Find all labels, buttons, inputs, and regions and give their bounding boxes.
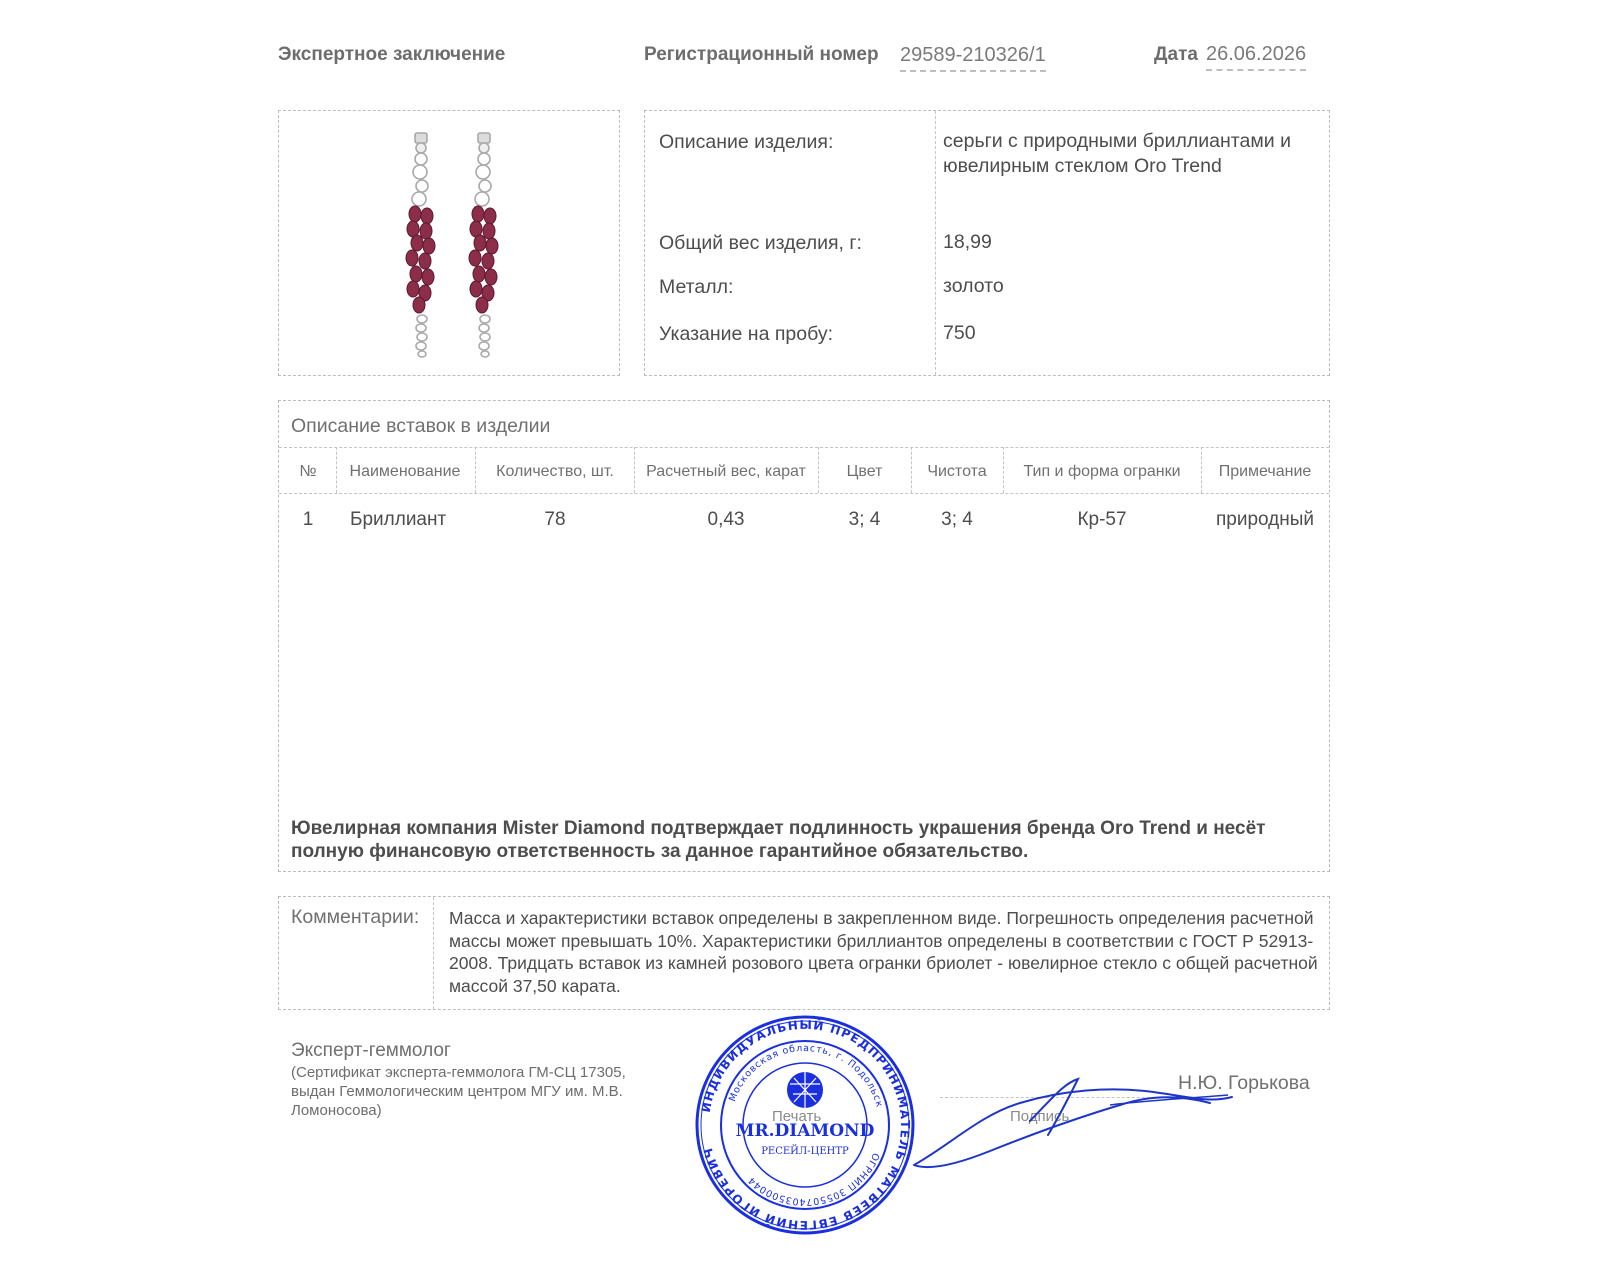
info-column-divider bbox=[935, 111, 936, 375]
cell-cut: Кр-57 bbox=[1077, 509, 1127, 530]
table-header-top-line bbox=[279, 447, 1329, 448]
stamp-label: Печать bbox=[772, 1108, 822, 1125]
product-info-box bbox=[644, 110, 1330, 376]
cell-color: 3; 4 bbox=[848, 509, 881, 530]
table-header-bottom-line bbox=[279, 493, 1329, 494]
document-title: Экспертное заключение bbox=[278, 44, 506, 65]
date-value: 26.06.2026 bbox=[1206, 43, 1306, 71]
reg-number-label: Регистрационный номер bbox=[644, 44, 879, 65]
col-header-number: № bbox=[299, 463, 317, 480]
svg-text:ИНДИВИДУАЛЬНЫЙ ПРЕДПРИНИМАТЕЛЬ: ИНДИВИДУАЛЬНЫЙ ПРЕДПРИНИМАТЕЛЬ МАТВЕЕВ ЕВГЕНИЙ ИГОРЕВИЧ bbox=[698, 1017, 913, 1233]
svg-text:MR.DIAMOND: MR.DIAMOND bbox=[735, 1121, 875, 1141]
company-seal-icon bbox=[694, 1014, 916, 1236]
metal-value: золото bbox=[943, 275, 1004, 297]
cell-note: природный bbox=[1215, 509, 1315, 530]
cell-number: 1 bbox=[302, 509, 314, 530]
col-header-quantity: Количество, шт. bbox=[496, 463, 614, 480]
col-header-color: Цвет bbox=[846, 463, 883, 480]
comments-text: Масса и характеристики вставок определены в закрепленном виде. Погрешность определения расчетной массы может превышать 10%. Характеристики бриллиантов определены в соответствии с ГОСТ Р 52913-2008. Тридцать вставок из камней розового цвета огранки бриолет - ювелирное стекло с общей расчетной массой 37,50 карата. bbox=[449, 908, 1318, 996]
cell-clarity: 3; 4 bbox=[941, 509, 973, 530]
svg-text:РЕСЕЙЛ-ЦЕНТР: РЕСЕЙЛ-ЦЕНТР bbox=[761, 1146, 849, 1157]
cell-quantity: 78 bbox=[544, 509, 566, 530]
cell-weight: 0,43 bbox=[707, 509, 745, 530]
comments-label: Комментарии: bbox=[291, 906, 420, 928]
comments-divider bbox=[433, 897, 434, 1009]
col-header-name: Наименование bbox=[349, 463, 461, 480]
col-header-clarity: Чистота bbox=[927, 463, 987, 480]
expert-certificate: (Сертификат эксперта-геммолога ГМ-СЦ 17305, выдан Геммологическим центром МГУ им. М.В. Ломоносова) bbox=[291, 1064, 626, 1119]
metal-label: Металл: bbox=[659, 276, 734, 298]
inserts-title: Описание вставок в изделии bbox=[291, 415, 551, 437]
col-header-note: Примечание bbox=[1218, 463, 1312, 480]
guarantee-statement: Ювелирная компания Mister Diamond подтверждает подлинность украшения бренда Oro Trend и несёт полную финансовую ответственность за данное гарантийное обязательство. bbox=[291, 818, 1266, 862]
signature-label: Подпись bbox=[1010, 1108, 1070, 1125]
expert-title: Эксперт-геммолог bbox=[291, 1040, 451, 1061]
description-label: Описание изделия: bbox=[659, 131, 834, 153]
earrings-photo-icon bbox=[279, 111, 619, 375]
cell-name: Бриллиант bbox=[350, 509, 447, 530]
handwritten-signature-icon bbox=[910, 1075, 1240, 1175]
reg-number-value: 29589-210326/1 bbox=[900, 44, 1046, 72]
product-photo-frame bbox=[278, 110, 620, 376]
weight-value: 18,99 bbox=[943, 231, 992, 253]
description-value: серьги с природными бриллиантами и ювелирным стеклом Oro Trend bbox=[943, 130, 1291, 177]
svg-text:ОГРНИП 305507403500044: ОГРНИП 305507403500044 bbox=[746, 1150, 882, 1208]
date-label: Дата bbox=[1154, 44, 1198, 65]
col-header-cut: Тип и форма огранки bbox=[1023, 463, 1181, 480]
weight-label: Общий вес изделия, г: bbox=[659, 232, 862, 254]
svg-text:Московская область, г. Подольс: Московская область, г. Подольск bbox=[727, 1042, 885, 1110]
col-header-weight: Расчетный вес, карат bbox=[646, 463, 806, 480]
expert-name: Н.Ю. Горькова bbox=[1178, 1072, 1310, 1094]
hallmark-label: Указание на пробу: bbox=[659, 323, 833, 345]
hallmark-value: 750 bbox=[943, 322, 976, 344]
